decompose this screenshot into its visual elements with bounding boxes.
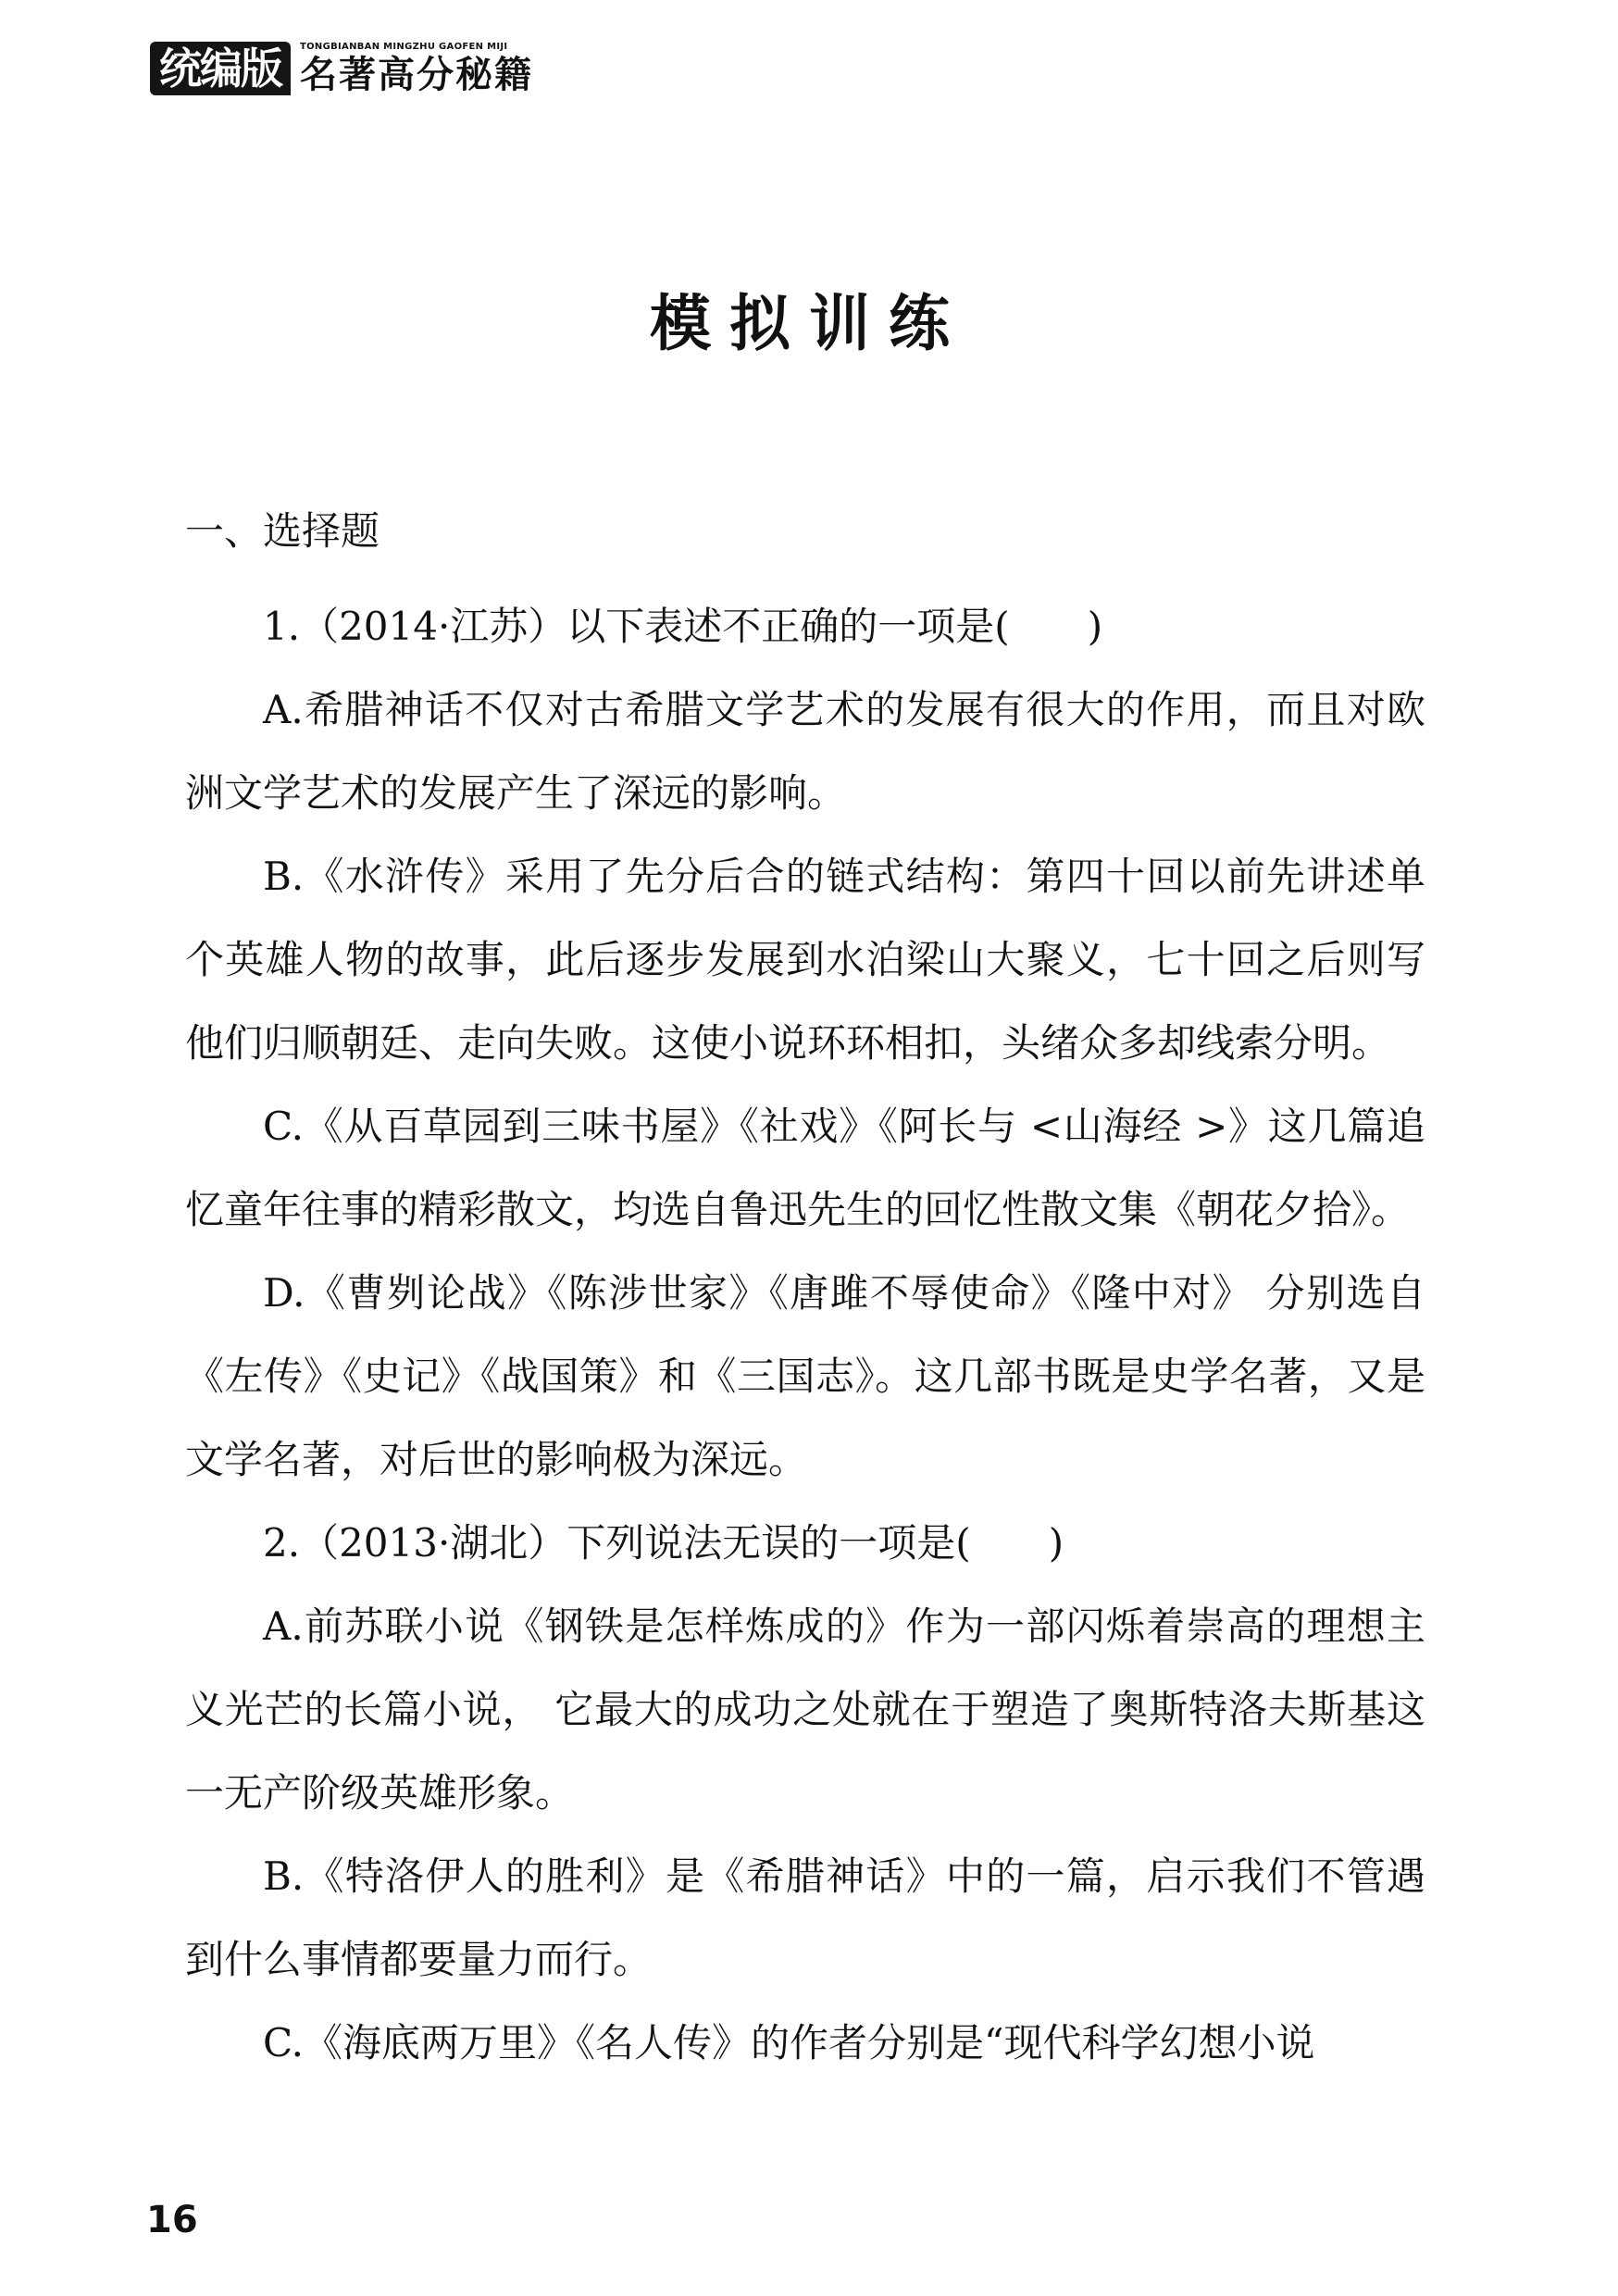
question-1-option-b: B.《水浒传》采用了先分后合的链式结构：第四十回以前先讲述单个英雄人物的故事，此后逐步发展到水泊梁山大聚义，七十回之后则写他们归顺朝廷、走向失败。这使小说环环相扣，头绪众多却线索分明。 [185, 854, 1425, 1066]
page-content [185, 500, 1425, 2085]
header-right [300, 41, 533, 96]
question-2-option-c: C.《海底两万里》《名人传》的作者分别是“现代科学幻想小说 [263, 2020, 1315, 2065]
question-1-option-a: A.希腊神话不仅对古希腊文学艺术的发展有很大的作用，而且对欧洲文学艺术的发展产生了深远的影响。 [185, 687, 1425, 816]
question-2-option-a: A.前苏联小说《钢铁是怎样炼成的》作为一部闪烁着崇高的理想主义光芒的长篇小说， 它最大的成功之处就在于塑造了奥斯特洛夫斯基这一无产阶级英雄形象。 [185, 1603, 1425, 1816]
header-pinyin: TONGBIANBAN MINGZHU GAOFEN MIJI [300, 42, 508, 52]
question-1-stem: 1.（2014·江苏）以下表述不正确的一项是( ) [263, 604, 1103, 649]
question-2-option-b: B.《特洛伊人的胜利》是《希腊神话》中的一篇，启示我们不管遇到什么事情都要量力而行。 [185, 1853, 1425, 1982]
page-number: 16 [146, 2199, 198, 2241]
book-title: 名著高分秘籍 [300, 54, 533, 96]
page-title: 模拟训练 [650, 288, 968, 359]
question-1-option-c: C.《从百草园到三味书屋》《社戏》《阿长与 <山海经 >》这几篇追忆童年往事的精彩散文，均选自鲁迅先生的回忆性散文集《朝花夕拾》。 [185, 1104, 1425, 1232]
series-logo: 统编版 [150, 42, 291, 95]
question-1-option-d: D.《曹刿论战》《陈涉世家》《唐雎不辱使命》《隆中对》 分别选自《左传》《史记》《战国策》和《三国志》。这几部书既是史学名著，又是文学名著，对后世的影响极为深远。 [185, 1270, 1425, 1482]
running-header [150, 39, 533, 98]
question-2-stem: 2.（2013·湖北）下列说法无误的一项是( ) [263, 1520, 1064, 1566]
section-heading: 一、选择题 [185, 508, 380, 554]
